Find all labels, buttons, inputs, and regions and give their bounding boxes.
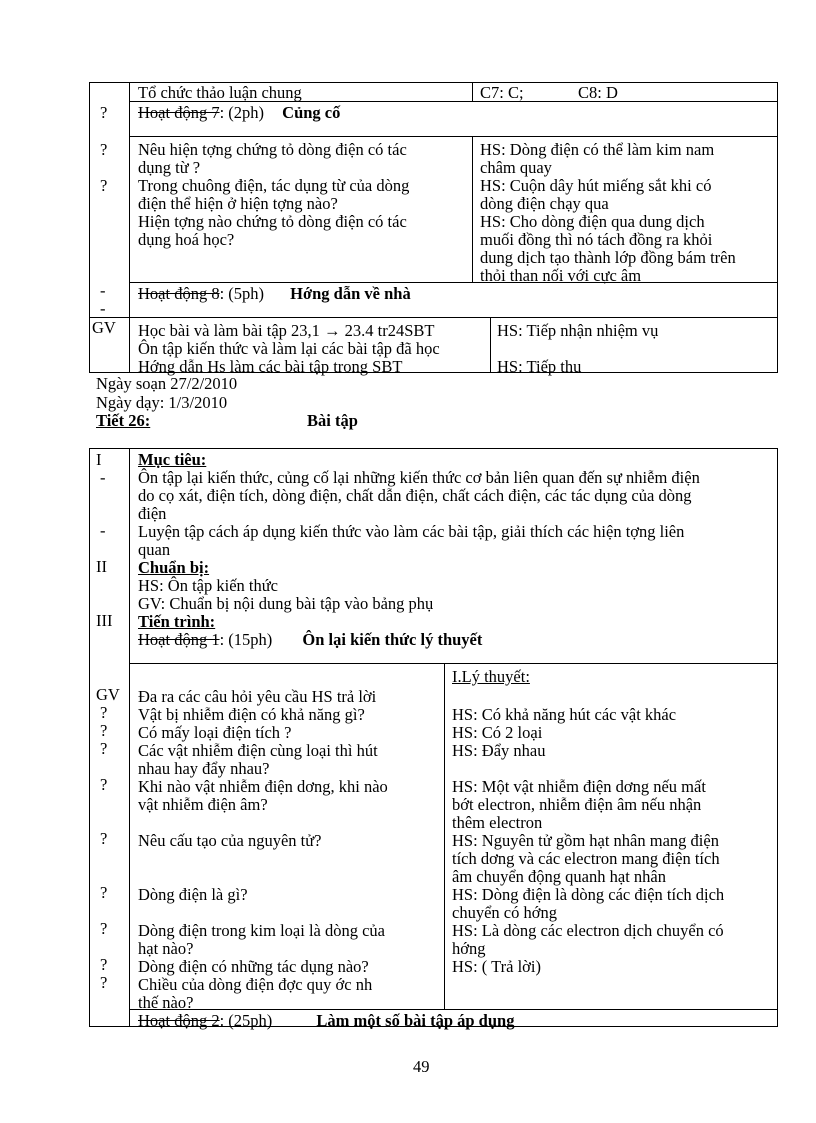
activity-8-title: Hớng dẫn về nhà — [290, 284, 411, 303]
objectives-heading: Mục tiêu: — [138, 450, 207, 469]
activity-8-heading — [138, 285, 411, 303]
question-marker: ? — [100, 775, 108, 794]
activity-2-time: : (25ph) — [219, 1011, 273, 1030]
section-i-label: I — [96, 450, 102, 469]
t2-left-border — [89, 448, 90, 1027]
teacher-question: Nêu cấu tạo của nguyên tử? — [138, 831, 322, 850]
t1-row-line — [129, 136, 778, 137]
dash-marker: - — [100, 468, 106, 487]
student-answer: HS: Đẩy nhau — [452, 741, 546, 760]
t1-left-border — [89, 82, 90, 373]
date-taught: Ngày dạy: 1/3/2010 — [96, 393, 228, 412]
activity-2-title: Làm một số bài tập áp dụng — [316, 1011, 515, 1030]
teacher-question: Các vật nhiễm điện cùng loại thì hút nhau hay đẩy nhau? — [138, 741, 378, 778]
question-marker: ? — [100, 103, 108, 122]
activity-2-name: Hoạt động 2 — [138, 1011, 220, 1030]
activity-7-name: Hoạt động 7 — [138, 103, 220, 122]
dash-marker: - — [100, 299, 106, 318]
section-iii-label: III — [96, 611, 113, 630]
activity-8-teacher-text: Học bài và làm bài tập 23,1 → 23.4 tr24SBT Ôn tập kiến thức và làm lại các bài tập đã học Hớng dẫn Hs làm các bài tập trong SBT — [138, 321, 440, 376]
activity-1-title: Ôn lại kiến thức lý thuyết — [302, 630, 483, 649]
gv-label: GV — [92, 318, 116, 337]
student-answer: HS: Dòng điện là dòng các điện tích dịch chuyển có hớng — [452, 885, 725, 922]
question-marker: ? — [100, 721, 108, 740]
activity-8-name: Hoạt động 8 — [138, 284, 220, 303]
student-answer: HS: Một vật nhiễm điện dơng nếu mất bớt electron, nhiễm điện âm nếu nhận thêm electron — [452, 777, 706, 832]
answer-c8: C8: D — [578, 83, 618, 102]
student-answer: HS: Có khả năng hút các vật khác — [452, 705, 677, 724]
dash-marker: - — [100, 281, 106, 300]
lesson-number: Tiết 26: — [96, 411, 151, 430]
section-ii-label: II — [96, 557, 107, 576]
discuss-text: Tổ chức thảo luận chung — [138, 83, 302, 102]
activity-1-name: Hoạt động 1 — [138, 630, 220, 649]
t2-col-line — [129, 448, 130, 1027]
activity-8-time: : (5ph) — [219, 284, 265, 303]
activity-1-heading — [138, 631, 482, 649]
teacher-question: Dòng điện là gì? — [138, 885, 248, 904]
teacher-question: Vật bị nhiễm điện có khả năng gì? — [138, 705, 365, 724]
activity-7-teacher-text: Nêu hiện tợng chứng tỏ dòng điện có tác dụng từ ? Trong chuông điện, tác dụng từ của dòng điện thể hiện ở hiện tợng nào? Hiện tợng nào chứng tỏ dòng điện có tác dụng hoá học? — [138, 140, 410, 249]
student-answer: HS: Là dòng các electron dịch chuyển có hớng — [452, 921, 724, 958]
t2-top-border — [89, 448, 778, 449]
t2-row-line — [129, 663, 778, 664]
activity-7-student-text: HS: Dòng điện có thể làm kim nam châm quay HS: Cuộn dây hút miếng sắt khi có dòng điện chạy qua HS: Cho dòng điện qua dung dịch muối đồng thì nó tách đồng ra khỏi dung dịch tạo thành lớp đồng bám trên thỏi than nối với cực âm — [480, 140, 736, 285]
t1-mid-line — [472, 82, 473, 102]
student-answer: HS: Có 2 loại — [452, 723, 543, 742]
student-answer: HS: Nguyên tử gồm hạt nhân mang điện tích dơng và các electron mang điện tích âm chuyển động quanh hạt nhân — [452, 831, 720, 886]
question-marker: ? — [100, 176, 108, 195]
gv-label: GV — [96, 685, 120, 704]
question-marker: ? — [100, 973, 108, 992]
t1-mid-line — [472, 136, 473, 282]
theory-heading: I.Lý thuyết: — [452, 667, 530, 686]
t1-col-line — [129, 82, 130, 373]
question-marker: ? — [100, 829, 108, 848]
activity-7-time: : (2ph) — [219, 103, 265, 122]
answer-c7: C7: C; — [480, 83, 524, 102]
teacher-question: Dòng điện có những tác dụng nào? — [138, 957, 369, 976]
objectives-block: Mục tiêu: Ôn tập lại kiến thức, củng cố lại những kiến thức cơ bản liên quan đến sự nhiễm điện do cọ xát, điện tích, dòng điện, chất dẫn điện, chất cách điện, các tác dụng của dòng điện Luyện tập cách áp dụng kiến thức vào làm các bài tập, giải thích các hiện tợng liên quan Chuẩn bị: HS: Ôn tập kiến thức GV: Chuẩn bị nội dung bài tập vào bảng phụ Tiến trình: — [138, 450, 700, 631]
t1-mid-line — [490, 317, 491, 373]
teacher-question: Có mấy loại điện tích ? — [138, 723, 292, 742]
page-number: 49 — [413, 1057, 430, 1076]
question-marker: ? — [100, 739, 108, 758]
student-answer: HS: ( Trả lời) — [452, 957, 541, 976]
teacher-question: Dòng điện trong kim loại là dòng của hạt nào? — [138, 921, 385, 958]
t2-right-border — [777, 448, 778, 1027]
activity-8-student-receive: HS: Tiếp nhận nhiệm vụ — [497, 321, 659, 340]
activity-8-student-follow: HS: Tiếp thu — [497, 357, 582, 376]
activity-1-time: : (15ph) — [219, 630, 273, 649]
teacher-question: Chiều của dòng điện đợc quy ớc nh thế nào? — [138, 975, 373, 1012]
dash-marker: - — [100, 521, 106, 540]
t2-mid-line — [444, 663, 445, 1009]
date-prepared: Ngày soạn 27/2/2010 — [96, 374, 238, 393]
procedure-heading: Tiến trình: — [138, 612, 216, 631]
preparation-heading: Chuẩn bị: — [138, 558, 210, 577]
teacher-question: Khi nào vật nhiễm điện dơng, khi nào vật nhiễm điện âm? — [138, 777, 388, 814]
question-marker: ? — [100, 883, 108, 902]
activity-2-heading — [138, 1012, 514, 1030]
t1-right-border — [777, 82, 778, 373]
question-marker: ? — [100, 140, 108, 159]
teacher-intro: Đa ra các câu hỏi yêu cầu HS trả lời — [138, 687, 377, 706]
activity-7-heading — [138, 104, 340, 122]
t1-row-line — [89, 317, 778, 318]
lesson-title: Bài tập — [307, 411, 358, 430]
question-marker: ? — [100, 919, 108, 938]
question-marker: ? — [100, 955, 108, 974]
activity-7-title: Củng cố — [282, 103, 341, 122]
question-marker: ? — [100, 703, 108, 722]
